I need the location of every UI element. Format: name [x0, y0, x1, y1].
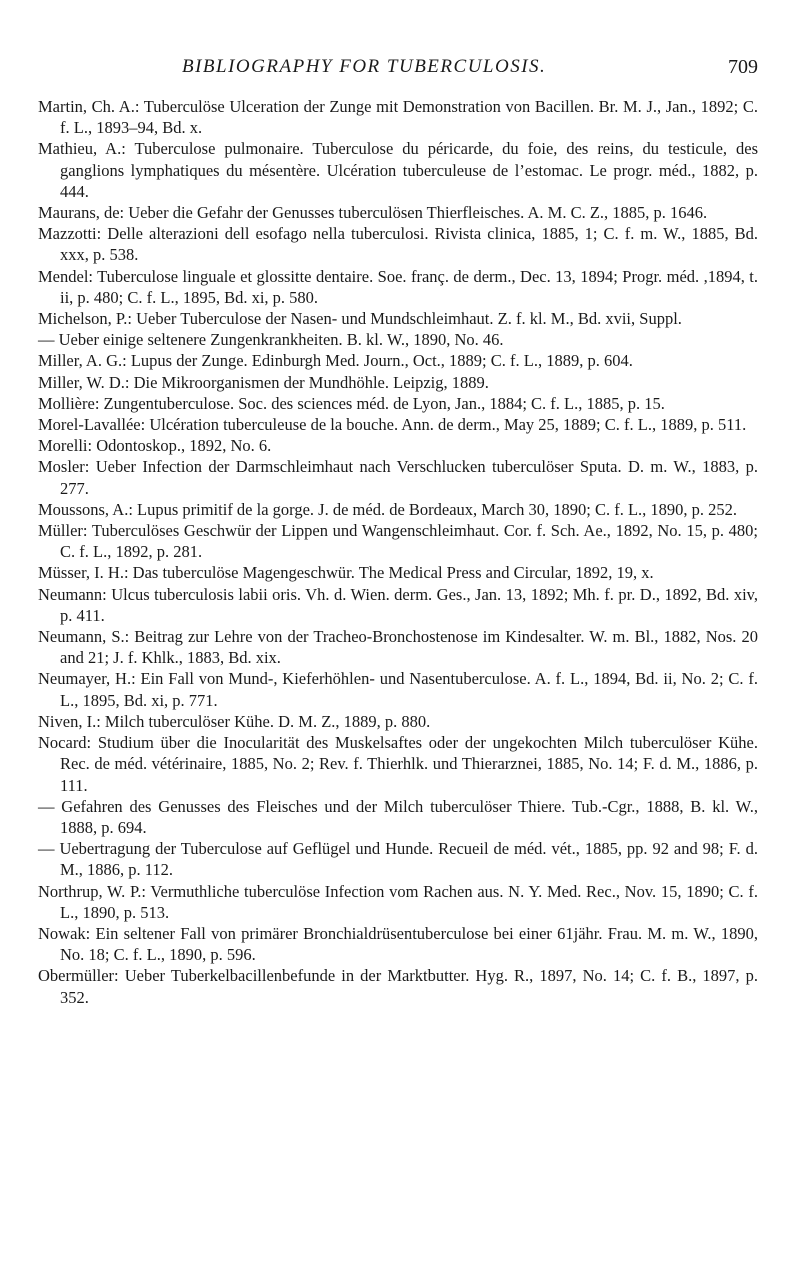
bibliography-entry: Mazzotti: Delle alterazioni dell esofago nella tuberculosi. Rivista clinica, 1885, 1; C. f. m. W., 1885, Bd. xxx, p. 538. [38, 224, 758, 265]
bibliography-entry: Northrup, W. P.: Vermuthliche tuberculöse Infection vom Rachen aus. N. Y. Med. Rec., Nov. 15, 1890; C. f. L., 1890, p. 513. [38, 881, 758, 922]
running-title: BIBLIOGRAPHY FOR TUBERCULOSIS. [182, 56, 547, 77]
page-header [38, 56, 758, 84]
bibliography-entry: Martin, Ch. A.: Tuberculöse Ulceration der Zunge mit Demonstration von Bacillen. Br. M. J., Jan., 1892; C. f. L., 1893–94, Bd. x. [38, 97, 758, 138]
bibliography-entry: — Gefahren des Genusses des Fleisches und der Milch tuberculöser Thiere. Tub.-Cgr., 1888, B. kl. W., 1888, p. 694. [38, 796, 758, 837]
bibliography-entry: Mendel: Tuberculose linguale et glossitte dentaire. Soe. franç. de derm., Dec. 13, 1894; Progr. méd. ,1894, t. ii, p. 480; C. f. L., 1895, Bd. xi, p. 580. [38, 266, 758, 307]
bibliography-entry: Moussons, A.: Lupus primitif de la gorge. J. de méd. de Bordeaux, March 30, 1890; C. f. L., 1890, p. 252. [38, 499, 738, 519]
bibliography-entry: Morelli: Odontoskop., 1892, No. 6. [38, 436, 272, 456]
bibliography-entry: Miller, A. G.: Lupus der Zunge. Edinburgh Med. Journ., Oct., 1889; C. f. L., 1889, p. 604. [38, 351, 633, 371]
bibliography-entry: — Ueber einige seltenere Zungenkrankheiten. B. kl. W., 1890, No. 46. [38, 330, 504, 350]
bibliography-entry: Mollière: Zungentuberculose. Soc. des sciences méd. de Lyon, Jan., 1884; C. f. L., 1885, p. 15. [38, 393, 665, 413]
bibliography-entry: Nocard: Studium über die Inocularität des Muskelsaftes oder der ungekochten Milch tuberculöser Kühe. Rec. de méd. vétérinaire, 1885, No. 2; Rev. f. Thierhlk. und Thierarznei, 1885, No. 14; F. d. M., 1886, p. 111. [38, 733, 758, 795]
bibliography-entry: Obermüller: Ueber Tuberkelbacillenbefunde in der Marktbutter. Hyg. R., 1897, No. 14; C. f. B., 1897, p. 352. [38, 966, 758, 1007]
bibliography-entry: Neumann, S.: Beitrag zur Lehre von der Tracheo-Bronchostenose im Kindesalter. W. m. Bl., 1882, Nos. 20 and 21; J. f. Khlk., 1883, Bd. xix. [38, 627, 758, 668]
bibliography-entry: Niven, I.: Milch tuberculöser Kühe. D. M. Z., 1889, p. 880. [38, 711, 431, 731]
page-number: 709 [728, 56, 758, 78]
bibliography-entry: Maurans, de: Ueber die Gefahr der Genusses tuberculösen Thierfleisches. A. M. C. Z., 1885, p. 1646. [38, 203, 708, 223]
bibliography-entry: Mathieu, A.: Tuberculose pulmonaire. Tuberculose du péricarde, du foie, des reins, du testicule, des ganglions lymphatiques du mésentère. Ulcération tuberculeuse de l’estomac. Le progr. méd., 1882, p. 444. [38, 139, 758, 201]
bibliography-entry: — Uebertragung der Tuberculose auf Geflügel und Hunde. Recueil de méd. vét., 1885, pp. 92 and 98; F. d. M., 1886, p. 112. [38, 839, 758, 880]
bibliography-entry: Neumayer, H.: Ein Fall von Mund-, Kieferhöhlen- und Nasentuberculose. A. f. L., 1894, Bd. ii, No. 2; C. f. L., 1895, Bd. xi, p. 771. [38, 669, 758, 710]
bibliography-list [38, 96, 758, 1008]
bibliography-entry: Morel-Lavallée: Ulcération tuberculeuse de la bouche. Ann. de derm., May 25, 1889; C. f. L., 1889, p. 511. [38, 415, 747, 435]
bibliography-entry: Michelson, P.: Ueber Tuberculose der Nasen- und Mundschleimhaut. Z. f. kl. M., Bd. xvii, Suppl. [38, 309, 682, 329]
bibliography-entry: Miller, W. D.: Die Mikroorganismen der Mundhöhle. Leipzig, 1889. [38, 372, 489, 392]
bibliography-entry: Müller: Tuberculöses Geschwür der Lippen und Wangenschleimhaut. Cor. f. Sch. Ae., 1892, No. 15, p. 480; C. f. L., 1892, p. 281. [38, 521, 758, 562]
bibliography-entry: Neumann: Ulcus tuberculosis labii oris. Vh. d. Wien. derm. Ges., Jan. 13, 1892; Mh. f. pr. D., 1892, Bd. xiv, p. 411. [38, 584, 758, 625]
bibliography-entry: Nowak: Ein seltener Fall von primärer Bronchialdrüsentuberculose bei einer 61jähr. Frau. M. m. W., 1890, No. 18; C. f. L., 1890, p. 596. [38, 923, 758, 965]
bibliography-entry: Mosler: Ueber Infection der Darmschleimhaut nach Verschlucken tuberculöser Sputa. D. m. W., 1883, p. 277. [38, 457, 758, 498]
bibliography-entry: Müsser, I. H.: Das tuberculöse Magengeschwür. The Medical Press and Circular, 1892, 19, x. [38, 563, 654, 583]
